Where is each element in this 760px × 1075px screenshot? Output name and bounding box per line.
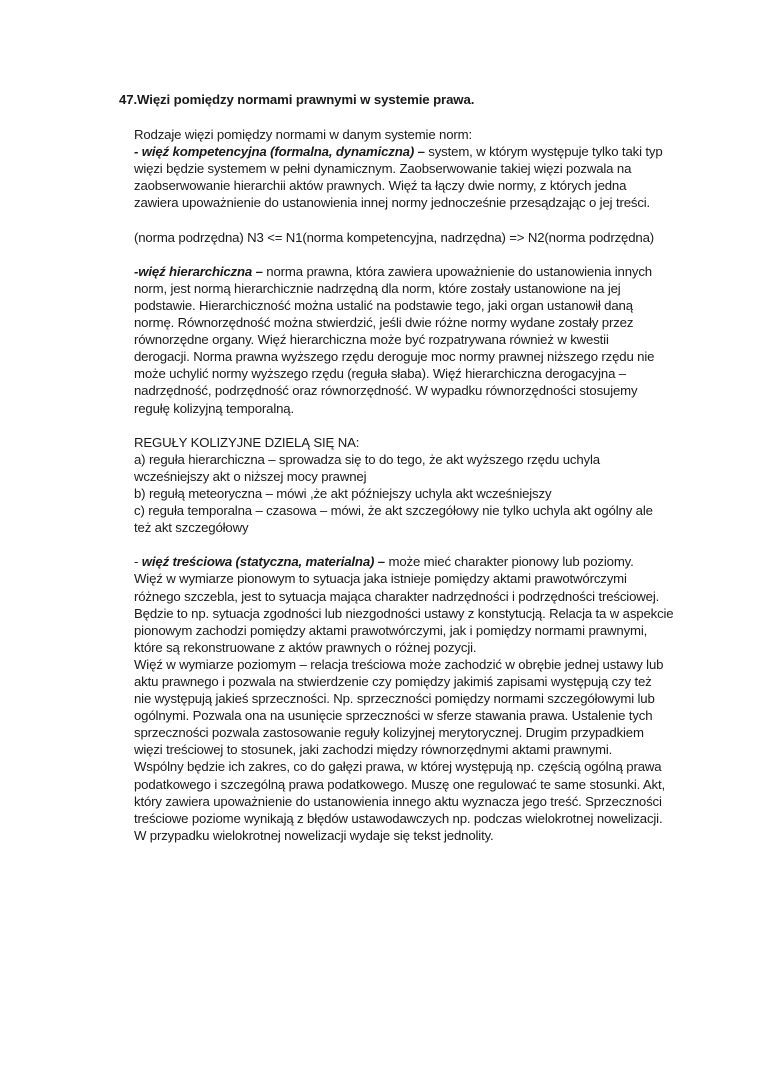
kompetencyjna-line: więzi będzie systemem w pełni dynamicznym. Zaobserwowanie takiej więzi pozwala na [134, 161, 632, 177]
tresciowa-line: podatkowego i szczególną prawa podatkowego. Muszę one regulować te same stosunki. Akt, [134, 776, 666, 792]
regula-line: b) regułą meteoryczna – mówi ,że akt późniejszy uchyla akt wcześniejszy [134, 485, 552, 501]
tresciowa-first-text: może mieć charakter pionowy lub poziomy. [384, 554, 634, 570]
tresciowa-line: więzi treściowej to stosunek, jaki zachodzi między równorzędnymi aktami prawnymi. [134, 742, 613, 758]
hierarchiczna-line: podstawie. Hierarchiczność można ustalić na podstawie tego, jaki organ ustanowił daną [134, 297, 633, 313]
tresciowa-line: nie występują jakieś sprzeczności. Np. sprzeczności pomiędzy normami szczegółowymi lub [134, 691, 655, 707]
formula-line: (norma podrzędna) N3 <= N1(norma kompetencyjna, nadrzędna) => N2(norma podrzędna) [134, 229, 655, 245]
tresciowa-line: treściowe poziome wynikają z błędów ustawodawczych np. podczas wielokrotnej nowelizacji. [134, 810, 663, 826]
tresciowa-line: Będzie to np. sytuacja zgodności lub niezgodności ustawy z konstytucją. Relacja ta w aspekcie [134, 605, 674, 621]
tresciowa-line: aktu prawnego i pozwala na stwierdzenie czy pomiędzy jakimiś zapisami występują czy też [134, 674, 652, 689]
kompetencyjna-first-text: system, w którym występuje tylko taki typ [424, 144, 663, 160]
document-body [134, 126, 674, 844]
hierarchiczna-term: -więź hierarchiczna – [134, 263, 263, 279]
hierarchiczna-line: może uchylić normy wyższego rzędu (reguła słaba). Więź hierarchiczna derogacyjna – [134, 366, 626, 382]
hierarchiczna-line: derogacji. Norma prawna wyższego rzędu deroguje moc normy prawnej niższego rzędu nie [134, 349, 655, 365]
tresciowa-line: ogólnymi. Pozwala ona na usunięcie sprzeczności w sferze stawania prawa. Ustalenie tych [134, 708, 653, 724]
tresciowa-term: więź treściowa (statyczna, materialna) – [141, 554, 385, 570]
tresciowa-prefix: - [134, 554, 142, 570]
paragraph-gap [134, 536, 674, 553]
intro-line: Rodzaje więzi pomiędzy normami w danym systemie norm: [134, 127, 472, 142]
tresciowa-line: różnego szczebla, jest to sytuacja mająca charakter nadrzędności i podrzędności treściowej. [134, 588, 660, 604]
tresciowa-line: W przypadku wielokrotnej nowelizacji wydaje się tekst jednolity. [134, 827, 494, 843]
hierarchiczna-first-line [134, 263, 674, 280]
reguly-heading: REGUŁY KOLIZYJNE DZIELĄ SIĘ NA: [134, 434, 360, 450]
tresciowa-line: które są rekonstruowane z aktów prawnych o różnej pozycji. [134, 639, 477, 655]
hierarchiczna-line: normę. Równorzędność można stwierdzić, jeśli dwie różne normy wydane zostały przez [134, 315, 634, 331]
hierarchiczna-line: równorzędne organy. Więź hierarchiczna może być rozpatrywana również w kwestii [134, 332, 609, 348]
hierarchiczna-line: nadrzędność, podrzędność oraz równorzędność. W wypadku równorzędności stosujemy [134, 383, 638, 399]
hierarchiczna-line: regułę kolizyjną temporalną. [134, 400, 294, 416]
tresciowa-line: który zawiera upoważnienie do ustanowienia innego aktu wyznacza jego treść. Sprzeczności [134, 793, 662, 809]
tresciowa-first-line [134, 553, 674, 570]
paragraph-gap [134, 211, 674, 228]
kompetencyjna-line: zaobserwowanie hierarchii aktów prawnych. Więź ta łączy dwie normy, z których jedna [134, 178, 627, 194]
kompetencyjna-term: - więź kompetencyjna (formalna, dynamiczna) – [134, 144, 425, 160]
regula-line: też akt szczegółowy [134, 520, 249, 536]
hierarchiczna-line: norm, jest normą hierarchicznie nadrzędną dla norm, które zostały ustanowione na jej [134, 280, 621, 296]
regula-line: a) reguła hierarchiczna – sprowadza się to do tego, że akt wyższego rzędu uchyla [134, 451, 600, 467]
regula-line: wcześniejszy akt o niższej mocy prawnej [134, 468, 367, 484]
paragraph-gap [134, 417, 674, 434]
paragraph-gap [134, 246, 674, 263]
section-heading: 47.Więzi pomiędzy normami prawnymi w systemie prawa. [119, 92, 475, 107]
tresciowa-line: pionowym zachodzi pomiędzy aktami prawotwórczymi, jak i pomiędzy normami prawnymi, [134, 622, 648, 638]
tresciowa-line: Więź w wymiarze poziomym – relacja treściowa może zachodzić w obrębie jednej ustawy lub [134, 656, 664, 672]
kompetencyjna-line: zawiera upoważnienie do ustanowienia innej normy jednocześnie przesądzając o jej treści. [134, 195, 651, 211]
hierarchiczna-first-text: norma prawna, która zawiera upoważnienie do ustanowienia innych [262, 263, 652, 279]
kompetencyjna-first-line [134, 143, 674, 160]
tresciowa-line: Więź w wymiarze pionowym to sytuacja jaka istnieje pomiędzy aktami prawotwórczymi [134, 571, 627, 587]
tresciowa-line: sprzeczności pozwala zastosowanie reguły kolizyjnej merytorycznej. Drugim przypadkiem [134, 725, 644, 741]
tresciowa-line: Wspólny będzie ich zakres, co do gałęzi prawa, w której występują np. częścią ogólną prawa [134, 759, 662, 775]
regula-line: c) reguła temporalna – czasowa – mówi, że akt szczegółowy nie tylko uchyla akt ogólny ale [134, 503, 653, 519]
